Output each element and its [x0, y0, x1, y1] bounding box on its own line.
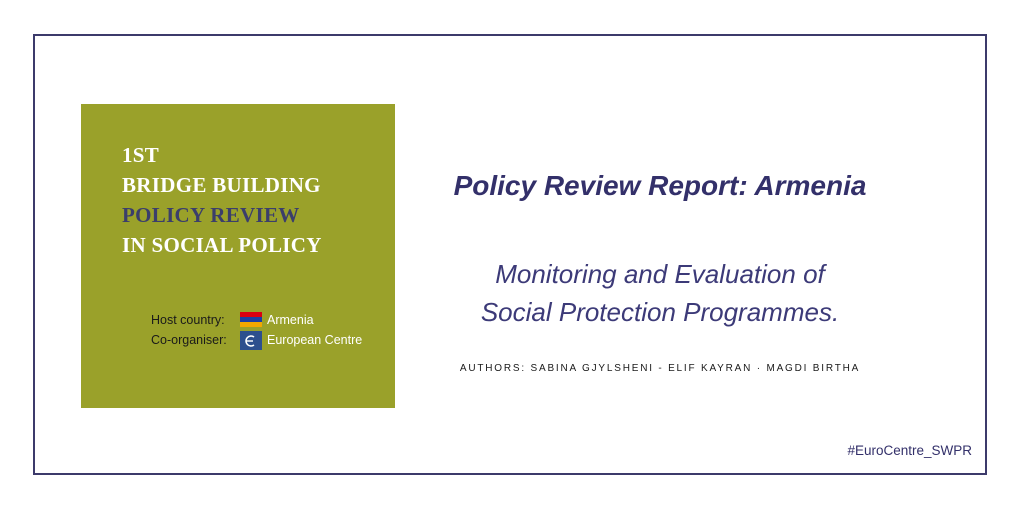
european-centre-logo-icon [240, 331, 262, 350]
hashtag: #EuroCentre_SWPR [847, 443, 972, 458]
armenia-flag-icon [240, 312, 262, 327]
host-country-label: Host country: [151, 313, 225, 327]
cover-title-line-highlight: POLICY REVIEW [122, 203, 300, 227]
report-subtitle-line: Monitoring and Evaluation of [495, 259, 825, 289]
cover-title-line: BRIDGE BUILDING [122, 173, 321, 197]
co-organiser-label: Co-organiser: [151, 333, 227, 347]
report-authors: AUTHORS: SABINA GJYLSHENI - ELIF KAYRAN · MAGDI BIRTHA [459, 363, 861, 374]
report-title: Policy Review Report: Armenia [453, 170, 867, 201]
report-subtitle [400, 255, 920, 331]
co-organiser-value: European Centre [267, 333, 363, 347]
cover-image [81, 104, 395, 408]
cover-title-line: 1ST [122, 143, 160, 167]
cover-title-line: IN SOCIAL POLICY [122, 233, 322, 257]
cover-title [122, 140, 322, 260]
report-subtitle-line: Social Protection Programmes. [480, 297, 840, 327]
host-country-value: Armenia [267, 313, 314, 327]
